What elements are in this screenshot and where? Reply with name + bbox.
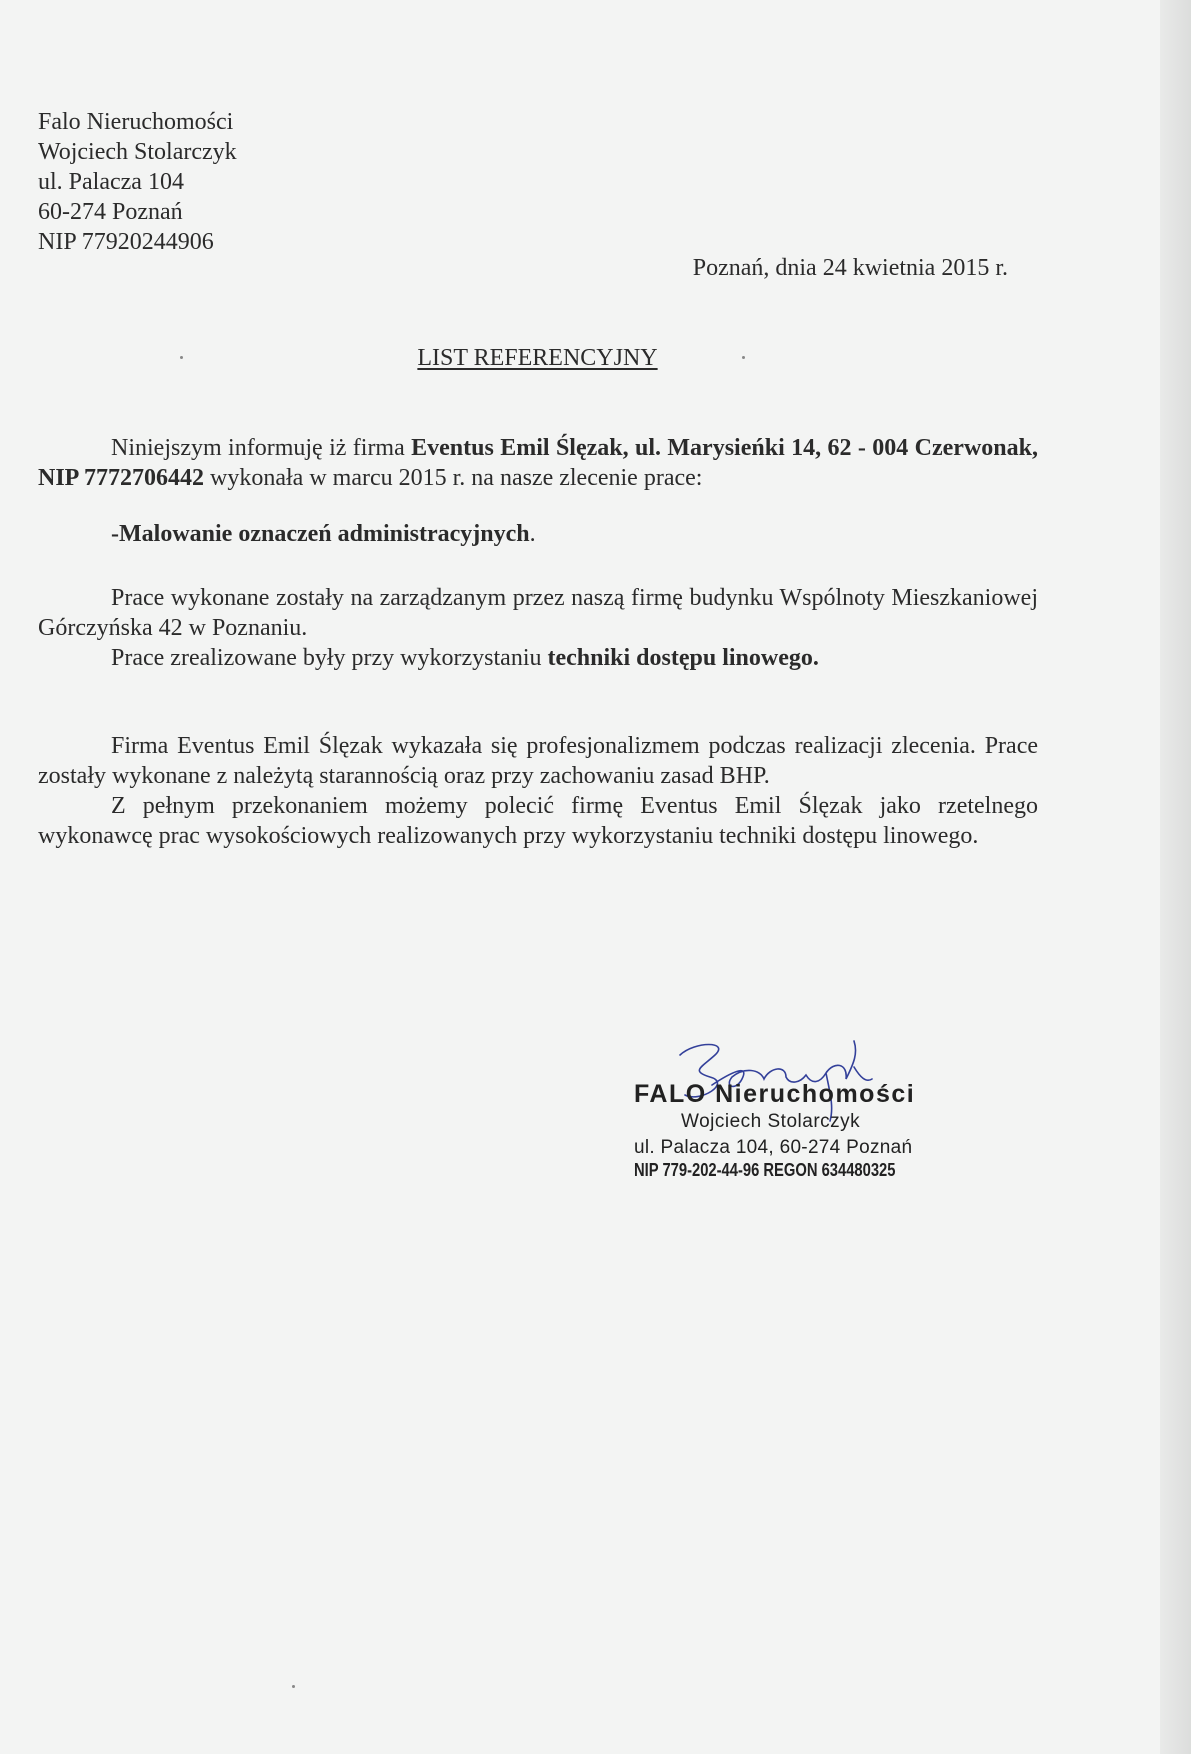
paragraph-location [38, 583, 1038, 643]
scan-speck [742, 356, 745, 359]
work-item-period: . [529, 521, 536, 547]
sender-company: Falo Nieruchomości [38, 109, 234, 135]
assessment-text: Firma Eventus Emil Ślęzak wykazała się profesjonalizmem podczas realizacji zlecenia. Prace zostały wykonane z należytą starannością oraz przy zachowaniu zasad BHP. [38, 733, 1038, 789]
scan-speck [292, 1685, 295, 1688]
stamp-address: ul. Palacza 104, 60-274 Poznań [634, 1137, 913, 1158]
work-item-label: -Malowanie oznaczeń administracyjnych [111, 521, 530, 547]
sender-block [38, 107, 237, 257]
stamp-ids: NIP 779-202-44-96 REGON 634480325 [634, 1160, 896, 1180]
paragraph-intro [38, 433, 1038, 493]
stamp-company: FALO Nieruchomości [634, 1080, 916, 1108]
intro-start: Niniejszym informuję iż firma [111, 435, 412, 461]
sender-street: ul. Palacza 104 [38, 169, 184, 195]
sender-nip: NIP 77920244906 [38, 229, 214, 255]
handwritten-signature [640, 1033, 930, 1123]
letter-title: LIST REFERENCYJNY [417, 345, 658, 371]
contractor-details: Eventus Emil Ślęzak, ul. Marysieńki 14, 62 - 004 Czerwonak, NIP 7772706442 [38, 435, 1038, 491]
paragraph-assessment [38, 731, 1038, 791]
scan-edge [1160, 0, 1191, 1754]
technique-start: Prace zrealizowane były przy wykorzystaniu [111, 645, 548, 671]
date-line: Poznań, dnia 24 kwietnia 2015 r. [692, 255, 1008, 281]
work-item [111, 521, 536, 548]
sender-name: Wojciech Stolarczyk [38, 139, 237, 165]
paragraph-technique [38, 643, 1038, 673]
recommendation-text: Z pełnym przekonaniem możemy polecić firmę Eventus Emil Ślęzak jako rzetelnego wykonawcę prac wysokościowych realizowanych przy wykorzystaniu techniki dostępu linowego. [38, 793, 1038, 849]
technique-bold: techniki dostępu linowego. [547, 645, 819, 671]
scan-speck [180, 356, 183, 359]
paragraph-recommendation [38, 791, 1038, 851]
sender-city: 60-274 Poznań [38, 199, 183, 225]
location-text: Prace wykonane zostały na zarządzanym przez naszą firmę budynku Wspólnoty Mieszkaniowej Górczyńska 42 w Poznaniu. [38, 585, 1038, 641]
stamp-name: Wojciech Stolarczyk [681, 1111, 861, 1132]
intro-end: wykonała w marcu 2015 r. na nasze zlecenie prace: [204, 465, 703, 491]
